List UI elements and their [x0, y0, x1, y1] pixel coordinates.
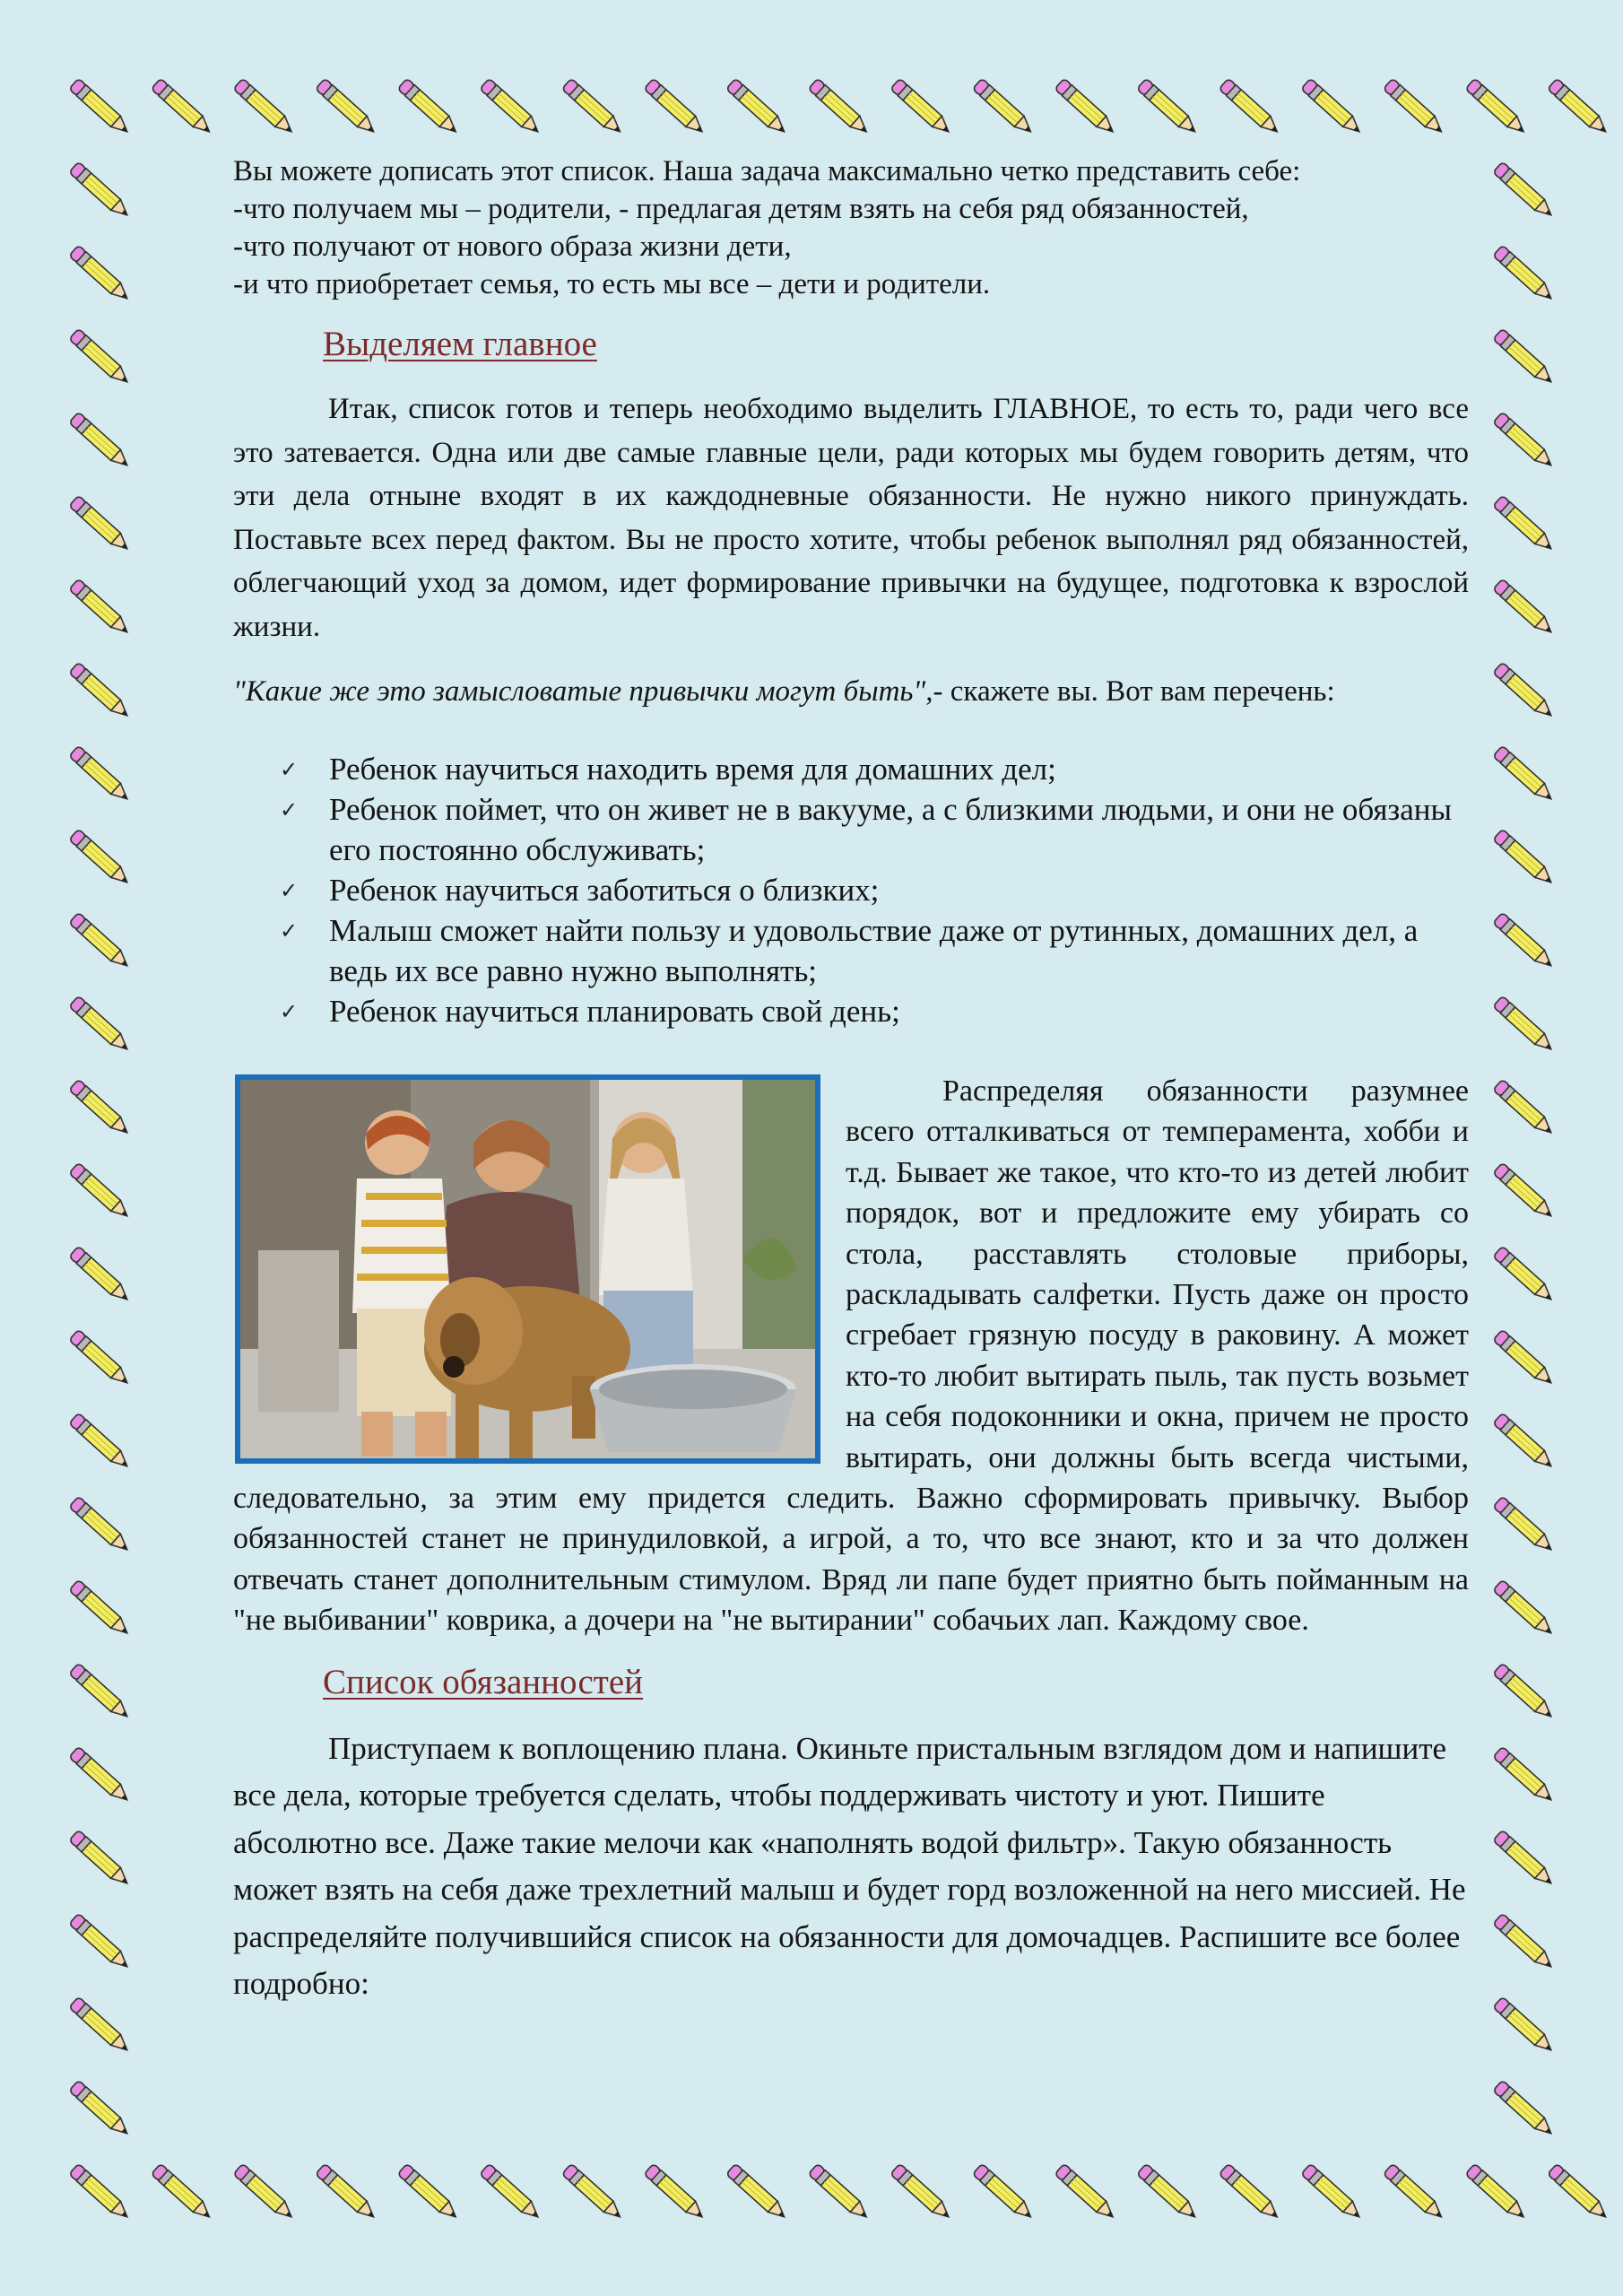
- pencil-icon: [1493, 328, 1556, 387]
- pencil-icon: [1493, 1579, 1556, 1638]
- pencil-icon: [69, 996, 132, 1054]
- pencil-icon: [1384, 2163, 1446, 2222]
- pencil-icon: [1465, 78, 1528, 136]
- pencil-icon: [397, 2163, 460, 2222]
- check-icon: ✓: [280, 799, 299, 822]
- pencil-icon: [69, 1079, 132, 1137]
- list-item-text: Ребенок поймет, что он живет не в вакууме, а с близкими людьми, и они не обязаны его постоянно обслуживать;: [329, 792, 1453, 867]
- pencil-icon: [69, 1663, 132, 1721]
- pencil-icon: [808, 2163, 871, 2222]
- pencil-icon: [316, 78, 378, 136]
- pencil-icon: [69, 245, 132, 303]
- pencil-icon: [1493, 1996, 1556, 2055]
- pencil-icon: [1465, 2163, 1528, 2222]
- paragraph-main-goal: Итак, список готов и теперь необходимо выделить ГЛАВНОЕ, то есть то, ради чего все это затевается. Одна или две самые главные цели, ради которых мы будем говорить детям, что эти дела отныне входят в их каждодневные обязанности. Не нужно никого принуждать. Поставьте всех перед фактом. Вы не просто хотите, чтобы ребенок выполнял ряд обязанностей, облегчающий уход за домом, идет формирование привычки на будущее, подготовка к взрослой жизни.: [233, 393, 1469, 643]
- pencil-icon: [1493, 1079, 1556, 1137]
- pencil-icon: [1493, 495, 1556, 553]
- pencil-icon: [1301, 2163, 1364, 2222]
- pencil-icon: [644, 2163, 707, 2222]
- pencil-icon: [1493, 662, 1556, 720]
- pencil-icon: [808, 78, 871, 136]
- pencil-icon: [562, 2163, 625, 2222]
- pencil-icon: [1493, 996, 1556, 1054]
- pencil-icon: [480, 2163, 542, 2222]
- pencil-icon: [69, 412, 132, 470]
- intro-line: -что получают от нового образа жизни дети,: [233, 230, 792, 263]
- pencil-icon: [973, 2163, 1036, 2222]
- check-icon: ✓: [280, 759, 299, 782]
- pencil-icon: [1493, 1162, 1556, 1221]
- pencil-icon: [1493, 912, 1556, 970]
- pencil-icon: [69, 1496, 132, 1554]
- pencil-icon: [69, 2080, 132, 2138]
- pencil-icon: [1493, 1496, 1556, 1554]
- list-item-text: Ребенок научиться планировать свой день;: [329, 994, 900, 1029]
- pencil-icon: [1493, 1913, 1556, 1971]
- list-item: [280, 789, 1469, 870]
- pencil-icon: [69, 2163, 132, 2222]
- pencil-icon: [152, 78, 214, 136]
- pencil-icon: [1548, 2163, 1610, 2222]
- pencil-icon: [1493, 1746, 1556, 1805]
- pencil-icon: [69, 745, 132, 804]
- pencil-icon: [69, 1246, 132, 1304]
- pencil-icon: [644, 78, 707, 136]
- pencil-icon: [1493, 161, 1556, 220]
- check-icon: ✓: [280, 1001, 299, 1024]
- pencil-icon: [1493, 1663, 1556, 1721]
- pencil-icon: [1219, 78, 1281, 136]
- pencil-icon: [1493, 829, 1556, 887]
- list-item-text: Ребенок научиться заботиться о близких;: [329, 873, 880, 908]
- pencil-icon: [1493, 412, 1556, 470]
- pencil-icon: [69, 1162, 132, 1221]
- pencil-icon: [69, 1913, 132, 1971]
- list-item: [280, 749, 1469, 789]
- list-item: [280, 870, 1469, 910]
- pencil-icon: [69, 78, 132, 136]
- distribution-section: [233, 1071, 1469, 1641]
- pencil-icon: [1548, 78, 1610, 136]
- pencil-icon: [69, 662, 132, 720]
- pencil-icon: [562, 78, 625, 136]
- pencil-icon: [1137, 78, 1200, 136]
- pencil-icon: [69, 1579, 132, 1638]
- pencil-icon: [890, 78, 953, 136]
- pencil-icon: [69, 1746, 132, 1805]
- pencil-icon: [480, 78, 542, 136]
- pencil-icon: [69, 1329, 132, 1387]
- pencil-icon: [233, 2163, 296, 2222]
- pencil-icon: [1137, 2163, 1200, 2222]
- pencil-icon: [1493, 2080, 1556, 2138]
- pencil-icon: [1301, 78, 1364, 136]
- pencil-icon: [69, 1996, 132, 2055]
- pencil-icon: [726, 78, 789, 136]
- pencil-icon: [233, 78, 296, 136]
- quote-tail: - скажете вы. Вот вам перечень:: [933, 675, 1335, 708]
- pencil-icon: [397, 78, 460, 136]
- pencil-icon: [726, 2163, 789, 2222]
- intro-line: -что получаем мы – родители, - предлагая детям взять на себя ряд обязанностей,: [233, 193, 1249, 225]
- intro-block: [233, 152, 1469, 303]
- pencil-icon: [152, 2163, 214, 2222]
- list-item-text: Малыш сможет найти пользу и удовольствие даже от рутинных, домашних дел, а ведь их все равно нужно выполнять;: [329, 913, 1419, 988]
- quote-line: [233, 672, 1469, 711]
- list-item-text: Ребенок научиться находить время для домашних дел;: [329, 752, 1056, 787]
- pencil-icon: [1219, 2163, 1281, 2222]
- list-item: [280, 910, 1469, 991]
- pencil-icon: [1493, 1329, 1556, 1387]
- pencil-icon: [316, 2163, 378, 2222]
- pencil-icon: [973, 78, 1036, 136]
- pencil-icon: [1493, 1830, 1556, 1888]
- pencil-icon: [1493, 578, 1556, 637]
- pencil-icon: [69, 328, 132, 387]
- page-content: [233, 152, 1469, 2008]
- pencil-icon: [69, 1413, 132, 1471]
- pencil-icon: [1493, 745, 1556, 804]
- section-heading-duties: Список обязанностей: [323, 1662, 644, 1701]
- pencil-icon: [69, 495, 132, 553]
- pencil-icon: [69, 161, 132, 220]
- intro-line: -и что приобретает семья, то есть мы все – дети и родители.: [233, 268, 991, 300]
- pencil-icon: [69, 912, 132, 970]
- pencil-icon: [1493, 1413, 1556, 1471]
- list-item: [280, 991, 1469, 1031]
- section-heading-main: Выделяем главное: [323, 325, 597, 363]
- pencil-icon: [1055, 2163, 1117, 2222]
- intro-line: Вы можете дописать этот список. Наша задача максимально четко представить себе:: [233, 155, 1301, 187]
- pencil-icon: [1384, 78, 1446, 136]
- paragraph-duties: Приступаем к воплощению плана. Окиньте пристальным взглядом дом и напишите все дела, которые требуется сделать, чтобы поддерживать чистоту и уют. Пишите абсолютно все. Даже такие мелочи как «наполнять водой фильтр». Такую обязанность может взять на себя даже трехлетний малыш и будет горд возложенной на него миссией. Не распределяйте получившийся список на обязанности для домочадцев. Распишите все более подробно:: [233, 1730, 1466, 2002]
- check-icon: ✓: [280, 920, 299, 944]
- paragraph-distribution: Распределяя обязанности разумнее всего отталкиваться от темперамента, хобби и т.д. Бывает же такое, что кто-то из детей любит порядок, вот и предложите ему убирать со стола, расставлять столовые приборы, раскладывать салфетки. Пусть даже он просто сгребает грязную посуду в раковину. А может кто-то любит вытирать пыль, так пусть возьмет на себя подоконники и окна, причем не просто вытирать, они должны быть всегда чистыми, следовательно, за этим ему придется следить. Важно сформировать привычку. Выбор обязанностей станет не принудиловкой, а игрой, а то, что все знают, кто и за что должен отвечать станет дополнительным стимулом. Вряд ли папе будет приятно быть пойманным на "не выбивании" коврика, а дочери на "не вытирании" собачьих лап. Каждому свое.: [233, 1074, 1469, 1638]
- pencil-icon: [890, 2163, 953, 2222]
- pencil-icon: [1493, 1246, 1556, 1304]
- check-icon: ✓: [280, 880, 299, 903]
- pencil-icon: [69, 578, 132, 637]
- benefits-list: [233, 749, 1469, 1031]
- pencil-icon: [1055, 78, 1117, 136]
- pencil-icon: [69, 1830, 132, 1888]
- pencil-icon: [1493, 245, 1556, 303]
- quote-text: "Какие же это замысловатые привычки могут быть",: [233, 675, 933, 708]
- pencil-icon: [69, 829, 132, 887]
- family-washing-dog-photo: [235, 1074, 820, 1464]
